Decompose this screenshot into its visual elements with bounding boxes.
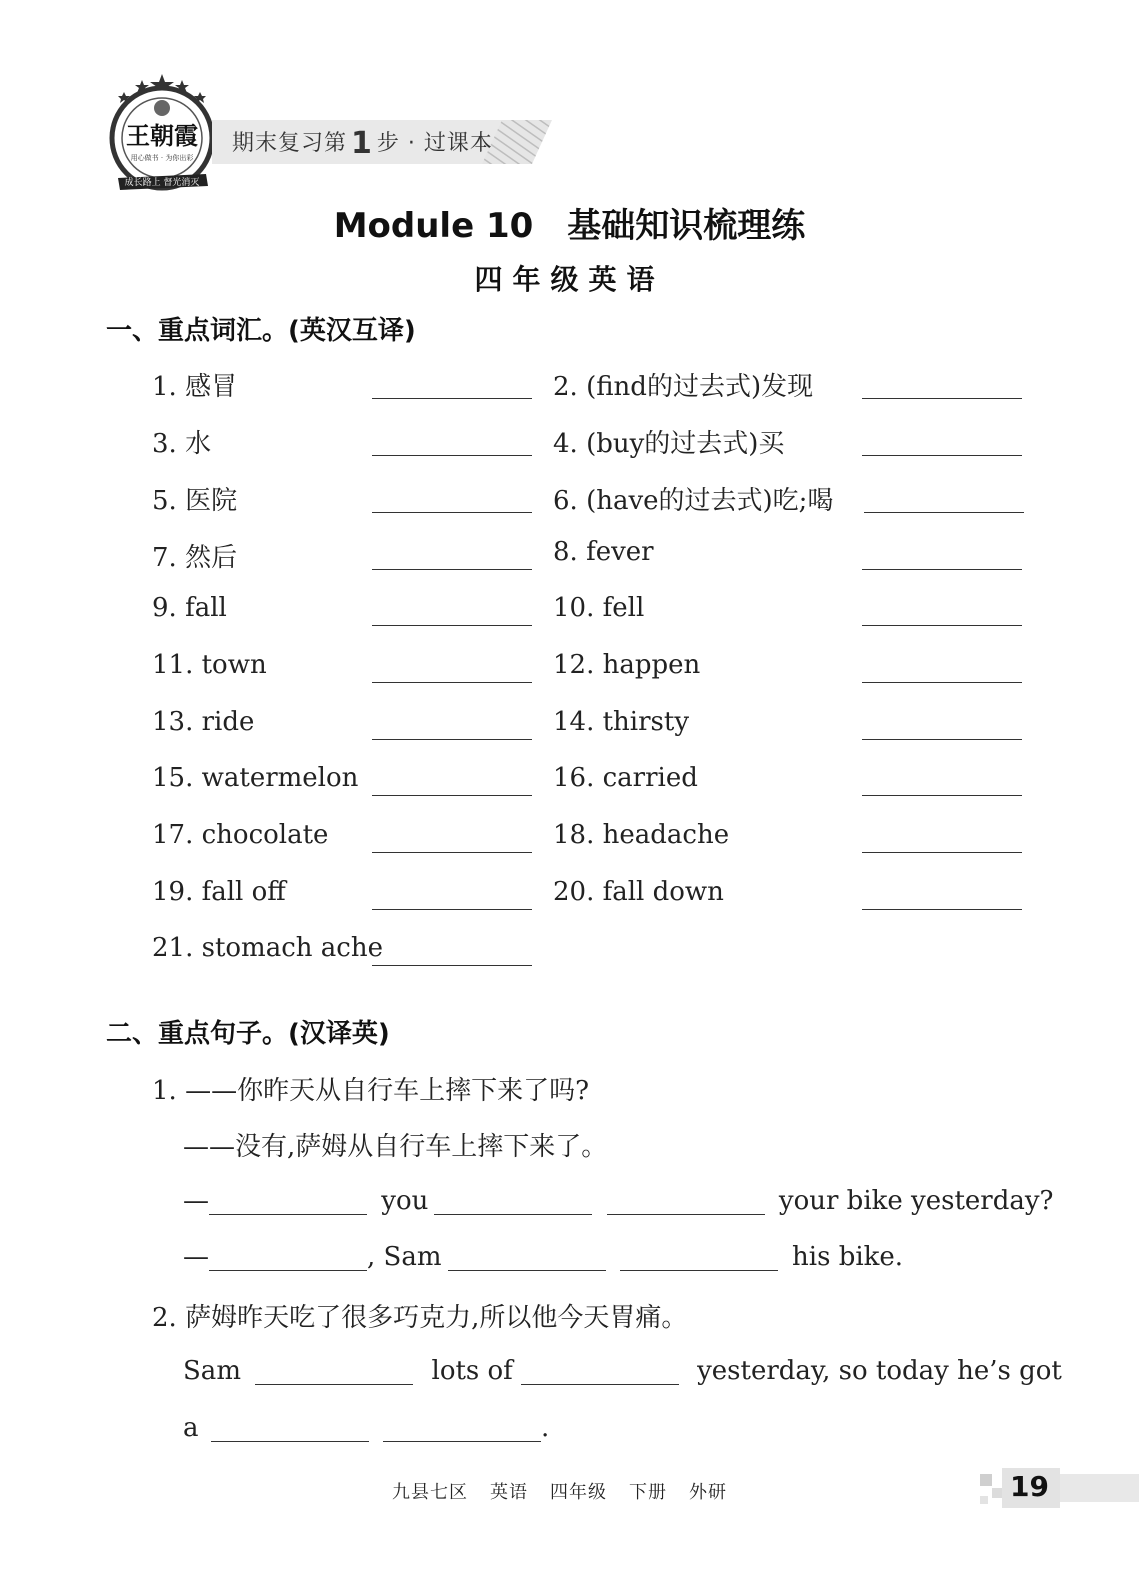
sentence-1-prompt-b: ——没有,萨姆从自行车上摔下来了。 xyxy=(183,1132,608,1162)
vocab-item-1: 1. 感冒 xyxy=(152,372,238,402)
answer-blank-s1-1[interactable] xyxy=(209,1184,367,1215)
vocab-item-16: 16. carried xyxy=(553,763,698,793)
section2-heading: 二、重点句子。(汉译英) xyxy=(106,1019,390,1049)
vocab-item-10: 10. fell xyxy=(553,593,645,623)
page-number-strip xyxy=(1060,1474,1139,1502)
vocab-item-20: 20. fall down xyxy=(553,877,724,907)
sentence-1-answer-line-2: — , Sam his bike. xyxy=(183,1242,904,1272)
answer-blank-s1-3[interactable] xyxy=(607,1184,765,1215)
answer-blank-14[interactable] xyxy=(862,739,1022,740)
answer-blank-1[interactable] xyxy=(372,398,532,399)
sentence-2-answer-line-2: a . xyxy=(183,1413,550,1443)
vocab-item-9: 9. fall xyxy=(152,593,227,623)
answer-blank-19[interactable] xyxy=(372,909,532,910)
answer-blank-s2-3[interactable] xyxy=(211,1411,369,1442)
answer-blank-5[interactable] xyxy=(372,512,532,513)
sentence-1-answer-line-1: — you your bike yesterday? xyxy=(183,1186,1054,1216)
vocab-item-15: 15. watermelon xyxy=(152,763,359,793)
vocab-item-12: 12. happen xyxy=(553,650,701,680)
answer-blank-6[interactable] xyxy=(864,512,1024,513)
vocab-item-8: 8. fever xyxy=(553,537,654,567)
answer-blank-21[interactable] xyxy=(372,965,532,966)
answer-blank-11[interactable] xyxy=(372,682,532,683)
banner-text: 期末复习第 1 步 · 过课本 xyxy=(232,126,493,161)
answer-blank-13[interactable] xyxy=(372,739,532,740)
vocab-item-18: 18. headache xyxy=(553,820,730,850)
section1-heading: 一、重点词汇。(英汉互译) xyxy=(106,316,416,346)
answer-blank-7[interactable] xyxy=(372,569,532,570)
vocab-item-21: 21. stomach ache xyxy=(152,933,383,963)
seal-text: 王朝霞 xyxy=(126,121,198,150)
answer-blank-17[interactable] xyxy=(372,852,532,853)
footer-deco-square xyxy=(992,1488,1002,1498)
page-subtitle: 四年级英语 xyxy=(474,263,665,296)
answer-blank-15[interactable] xyxy=(372,795,532,796)
answer-blank-s2-2[interactable] xyxy=(521,1354,679,1385)
footer-deco-square xyxy=(980,1496,988,1504)
vocab-item-13: 13. ride xyxy=(152,707,255,737)
page-title: Module 10 基础知识梳理练 xyxy=(333,206,806,246)
vocab-item-2: 2. (find的过去式)发现 xyxy=(553,372,814,402)
answer-blank-9[interactable] xyxy=(372,625,532,626)
vocab-item-14: 14. thirsty xyxy=(553,707,690,737)
sentence-2-prompt: 2. 萨姆昨天吃了很多巧克力,所以他今天胃痛。 xyxy=(152,1303,688,1333)
brand-seal-logo xyxy=(104,72,220,196)
seal-subtext: 成长路上 督光消灭 xyxy=(124,178,200,188)
vocab-item-17: 17. chocolate xyxy=(152,820,329,850)
answer-blank-20[interactable] xyxy=(862,909,1022,910)
vocab-item-6: 6. (have的过去式)吃;喝 xyxy=(553,486,834,516)
answer-blank-s1-5[interactable] xyxy=(448,1240,606,1271)
answer-blank-16[interactable] xyxy=(862,795,1022,796)
page-number: 19 xyxy=(1010,1470,1049,1503)
answer-blank-s1-2[interactable] xyxy=(434,1184,592,1215)
vocab-item-4: 4. (buy的过去式)买 xyxy=(553,429,785,459)
sentence-2-answer-line-1: Sam lots of yesterday, so today he’s got xyxy=(183,1356,1062,1386)
vocab-item-5: 5. 医院 xyxy=(152,486,238,516)
svg-text:用心做书 · 为你出彩: 用心做书 · 为你出彩 xyxy=(130,154,194,162)
answer-blank-12[interactable] xyxy=(862,682,1022,683)
answer-blank-10[interactable] xyxy=(862,625,1022,626)
answer-blank-s1-4[interactable] xyxy=(209,1240,367,1271)
footer-deco-square xyxy=(980,1474,992,1486)
answer-blank-8[interactable] xyxy=(862,569,1022,570)
footer-info: 九县七区 英语 四年级 下册 外研 xyxy=(392,1482,727,1503)
vocab-item-7: 7. 然后 xyxy=(152,543,238,573)
vocab-item-19: 19. fall off xyxy=(152,877,286,907)
answer-blank-18[interactable] xyxy=(862,852,1022,853)
vocab-item-3: 3. 水 xyxy=(152,429,212,459)
answer-blank-3[interactable] xyxy=(372,455,532,456)
sentence-1-prompt-a: 1. ——你昨天从自行车上摔下来了吗? xyxy=(152,1076,590,1106)
answer-blank-s2-1[interactable] xyxy=(255,1354,413,1385)
answer-blank-s1-6[interactable] xyxy=(620,1240,778,1271)
answer-blank-4[interactable] xyxy=(862,455,1022,456)
answer-blank-s2-4[interactable] xyxy=(383,1411,541,1442)
answer-blank-2[interactable] xyxy=(862,398,1022,399)
vocab-item-11: 11. town xyxy=(152,650,267,680)
